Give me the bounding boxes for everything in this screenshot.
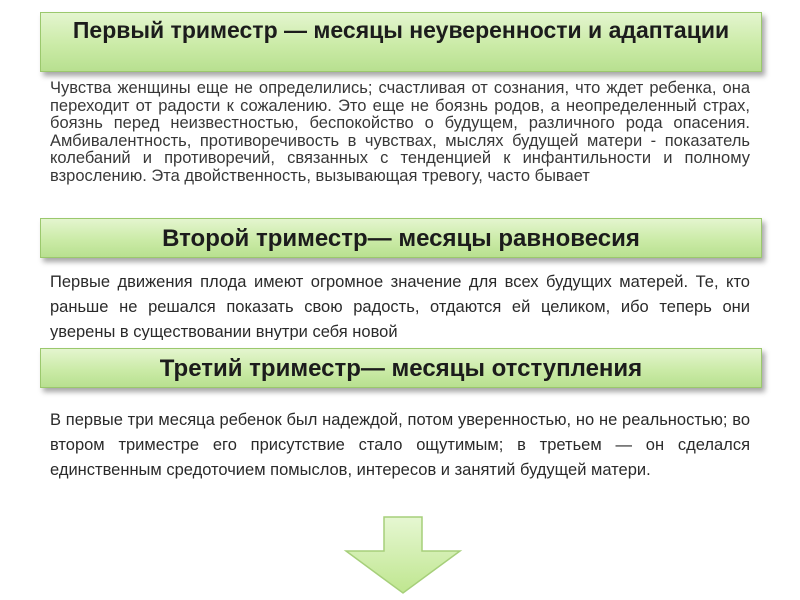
section-3-text: В первые три месяца ребенок был надеждой, потом уверенностью, но не реальностью; во втором триместре его присутствие стало ощутимым; в третьем — он сделался единственным средоточием помыслов, интересов и занятий будущей матери.: [50, 411, 750, 479]
section-3-title: Третий триместр— месяцы отступления: [40, 348, 762, 388]
section-2-title: Второй триместр— месяцы равновесия: [40, 218, 762, 258]
section-1-title: Первый триместр — месяцы неуверенности и адаптации: [40, 12, 762, 72]
section-1-text: Чувства женщины еще не определились; счастливая от сознания, что ждет ребенка, она переходит от радости к сожалению. Это еще не боязнь родов, а неопределенный страх, боязнь перед неизвестностью, беспокойство о будущем, различного рода опасения. Амбивалентность, противоречивость в чувствах, мыслях будущей матери - показатель колебаний и противоречий, связанных с тенденцией к инфантильности и полному взрослению. Эта двойственность, вызывающая тревогу, часто бывает: [50, 80, 750, 185]
section-2-text: Первые движения плода имеют огромное значение для всех будущих матерей. Те, кто раньше не решался показать свою радость, отдаются ей целиком, ибо теперь они уверены в существовании внутри себя новой: [50, 273, 750, 340]
down-arrow-icon: [338, 515, 468, 595]
